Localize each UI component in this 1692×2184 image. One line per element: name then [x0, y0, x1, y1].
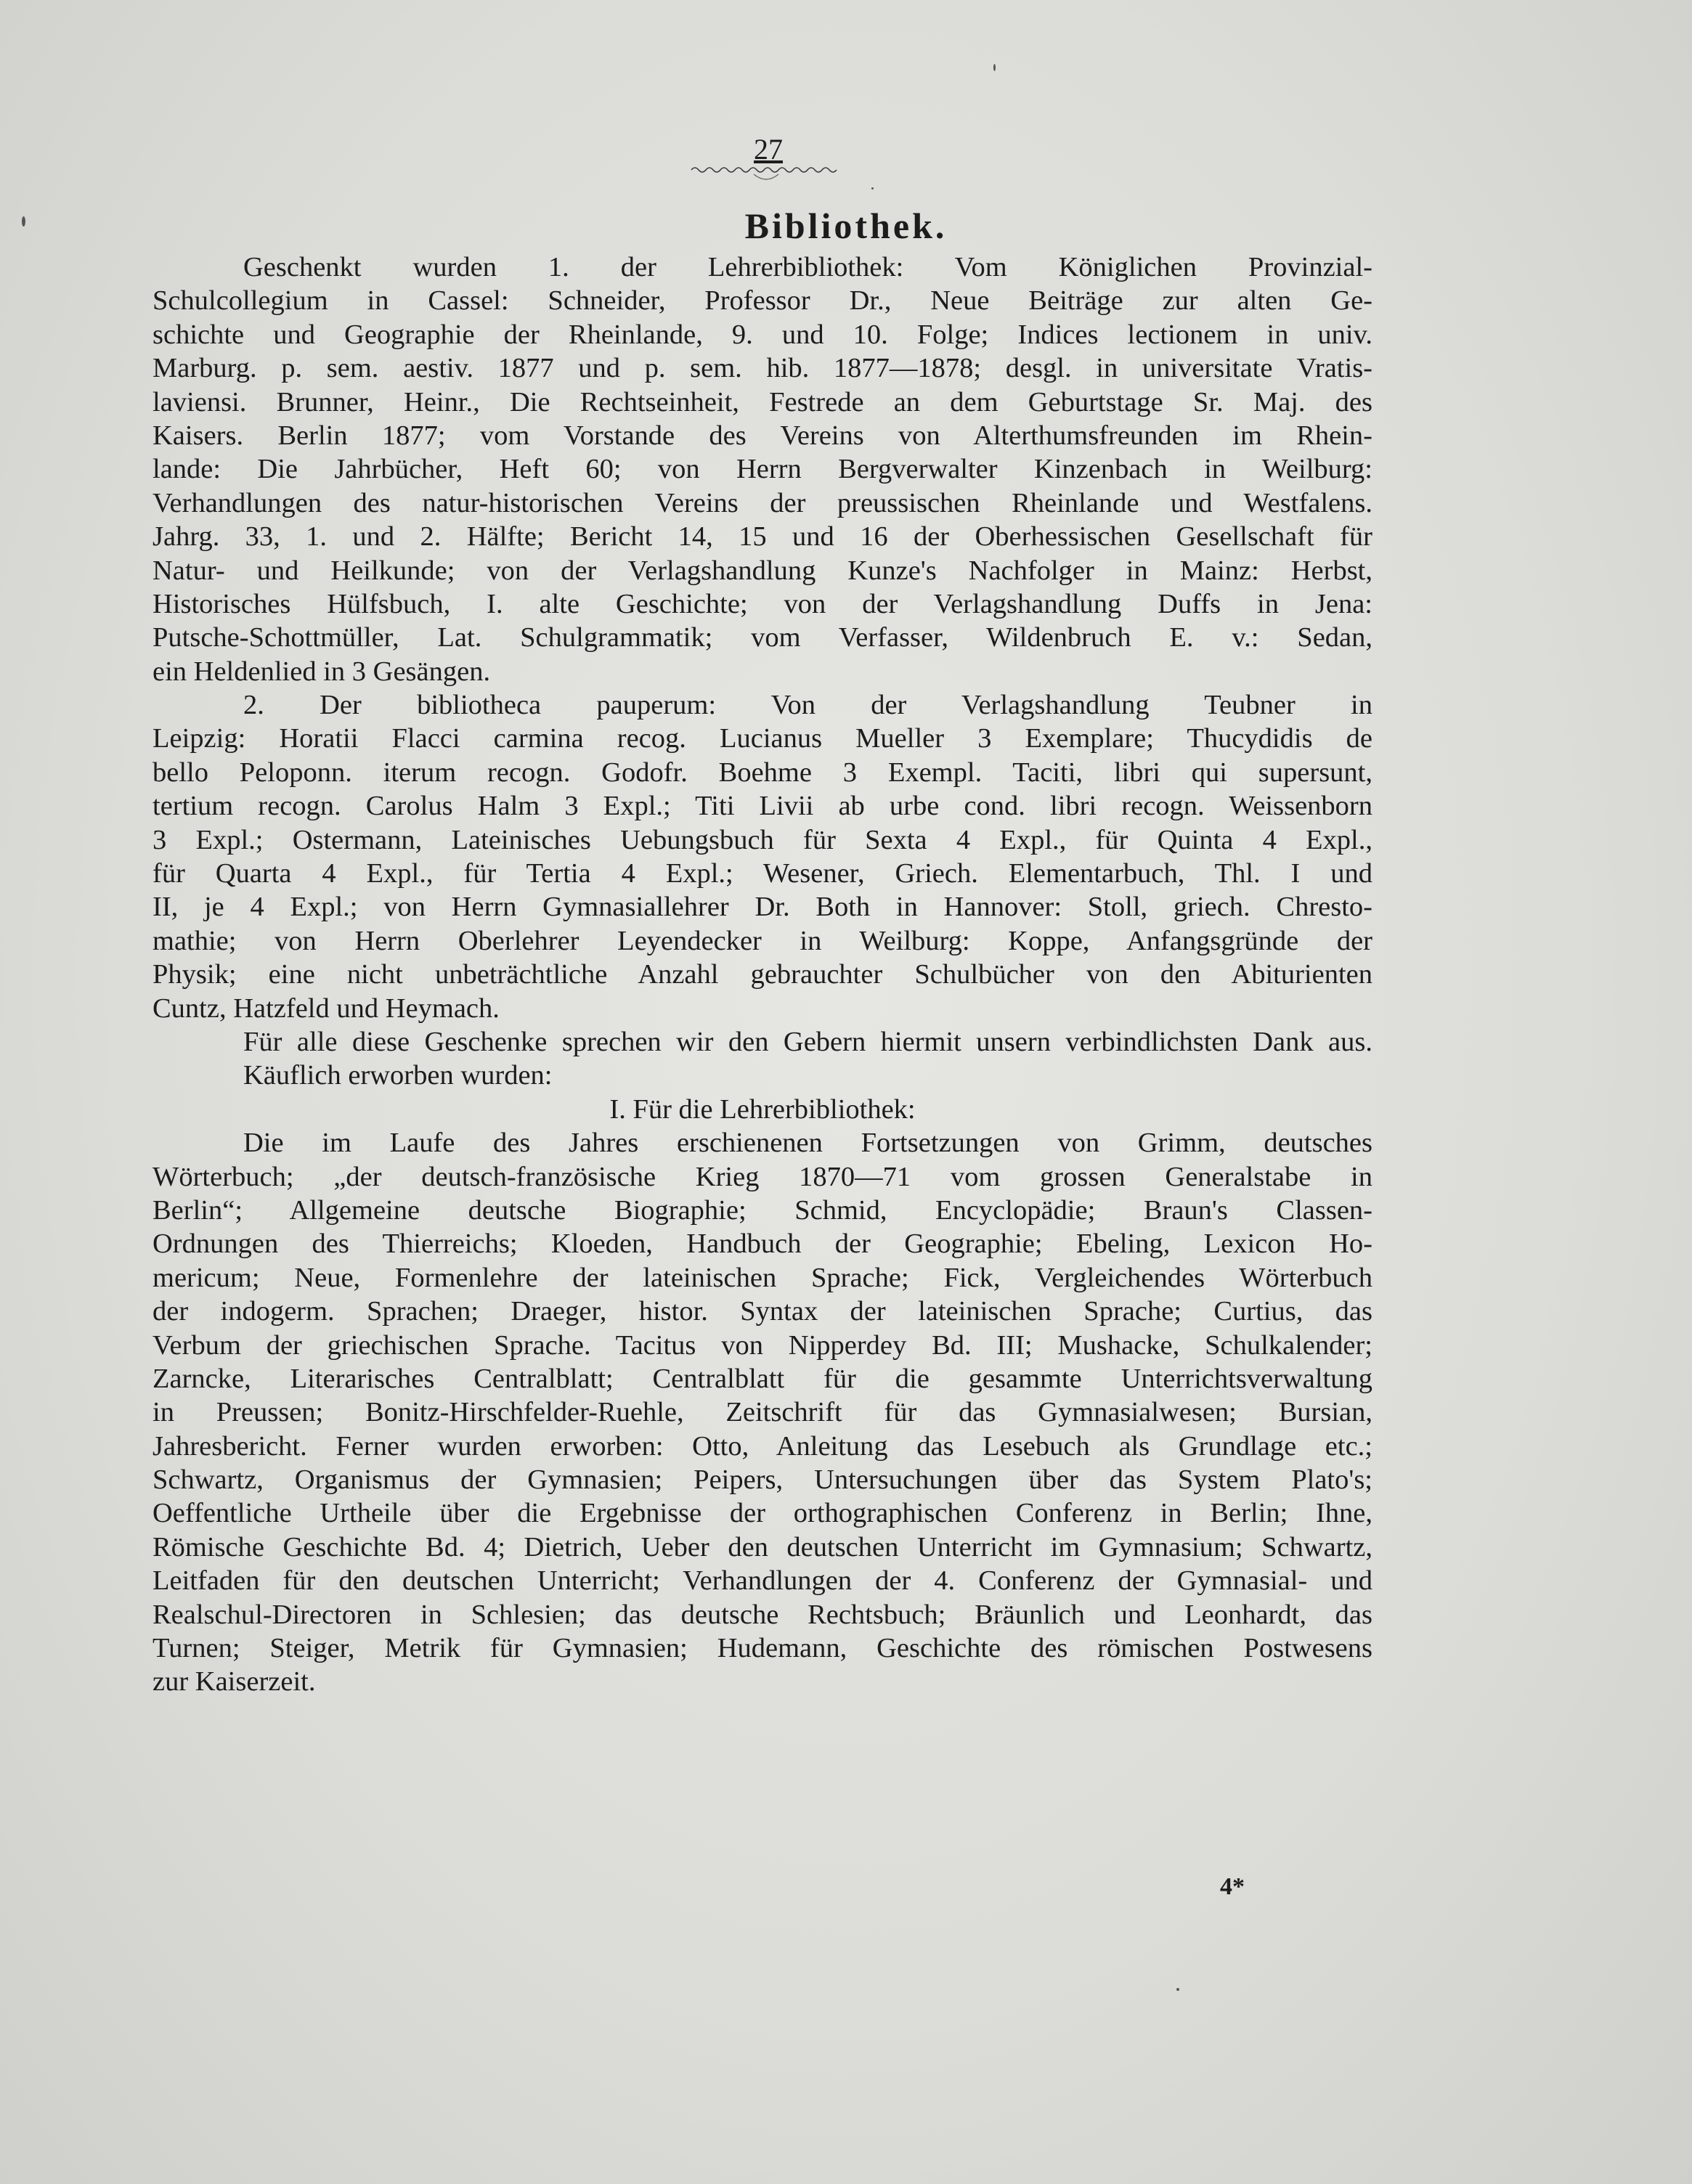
text-line: schichte und Geographie der Rheinlande, 9. und 10. Folge; Indices lectionem in univ. [152, 319, 1372, 350]
text-line: Cuntz, Hatzfeld und Heymach. [152, 993, 500, 1024]
text-line: Turnen; Steiger, Metrik für Gymnasien; Hudemann, Geschichte des römischen Postwesens [152, 1633, 1372, 1664]
text-line: in Preussen; Bonitz-Hirschfelder-Ruehle, Zeitschrift für das Gymnasialwesen; Bursian, [152, 1397, 1372, 1428]
text-line: Leitfaden für den deutschen Unterricht; Verhandlungen der 4. Conferenz der Gymnasial- und [152, 1565, 1372, 1597]
body-text [152, 250, 1372, 1699]
text-line: zur Kaiserzeit. [152, 1666, 316, 1698]
text-line: Wörterbuch; „der deutsch-französische Krieg 1870—71 vom grossen Generalstabe in [152, 1161, 1372, 1192]
text-line: Realschul-Directoren in Schlesien; das deutsche Rechtsbuch; Bräunlich und Leonhardt, das [152, 1599, 1372, 1630]
text-line: lande: Die Jahrbücher, Heft 60; von Herrn Bergverwalter Kinzenbach in Weilburg: [152, 454, 1372, 485]
text-line: Historisches Hülfsbuch, I. alte Geschichte; von der Verlagshandlung Duffs in Jena: [152, 588, 1372, 619]
section-title: Bibliothek. [744, 205, 948, 246]
text-line: Römische Geschichte Bd. 4; Dietrich, Ueber den deutschen Unterricht im Gymnasium; Schwartz, [152, 1531, 1372, 1562]
paper-speck [993, 64, 996, 71]
text-line: Käuflich erworben wurden: [243, 1060, 553, 1091]
text-line: Zarncke, Literarisches Centralblatt; Centralblatt für die gesammte Unterrichtsverwaltung [152, 1363, 1372, 1394]
text-line: Putsche-Schottmüller, Lat. Schulgrammatik; vom Verfasser, Wildenbruch E. v.: Sedan, [152, 622, 1372, 653]
text-line: 3 Expl.; Ostermann, Lateinisches Uebungsbuch für Sexta 4 Expl., für Quinta 4 Expl., [152, 824, 1372, 855]
text-line: Jahrg. 33, 1. und 2. Hälfte; Bericht 14, 15 und 16 der Oberhessischen Gesellschaft für [152, 521, 1372, 553]
text-line: Schulcollegium in Cassel: Schneider, Professor Dr., Neue Beiträge zur alten Ge- [152, 285, 1372, 317]
text-line: II, je 4 Expl.; von Herrn Gymnasiallehrer Dr. Both in Hannover: Stoll, griech. Chresto- [152, 892, 1372, 923]
page-number: 27 [754, 133, 783, 166]
text-line: Leipzig: Horatii Flacci carmina recog. Lucianus Mueller 3 Exemplare; Thucydidis de [152, 723, 1372, 754]
text-line: Verbum der griechischen Sprache. Tacitus von Nipperdey Bd. III; Mushacke, Schulkalender; [152, 1329, 1372, 1361]
paper-speck [22, 216, 25, 227]
text-line: Physik; eine nicht unbeträchtliche Anzahl gebrauchter Schulbücher von den Abiturienten [152, 959, 1372, 990]
text-line: bello Peloponn. iterum recogn. Godofr. Boehme 3 Exempl. Taciti, libri qui supersunt, [152, 757, 1372, 788]
text-line: der indogerm. Sprachen; Draeger, histor. Syntax der lateinischen Sprache; Curtius, das [152, 1296, 1372, 1327]
signature-mark: 4* [1220, 1873, 1245, 1900]
ornament-divider [690, 164, 842, 183]
text-line: Berlin“; Allgemeine deutsche Biographie; Schmid, Encyclopädie; Braun's Classen- [152, 1194, 1372, 1226]
text-line: Kaisers. Berlin 1877; vom Vorstande des Vereins von Alterthumsfreunden im Rhein- [152, 420, 1372, 451]
text-line: für Quarta 4 Expl., für Tertia 4 Expl.; Wesener, Griech. Elementarbuch, Thl. I und [152, 858, 1372, 889]
text-line: mathie; von Herrn Oberlehrer Leyendecker in Weilburg: Koppe, Anfangsgründe der [152, 925, 1372, 956]
text-line: laviensi. Brunner, Heinr., Die Rechtseinheit, Festrede an dem Geburtstage Sr. Maj. des [152, 386, 1372, 417]
text-line: ein Heldenlied in 3 Gesängen. [152, 656, 491, 687]
text-line: Natur- und Heilkunde; von der Verlagshandlung Kunze's Nachfolger in Mainz: Herbst, [152, 555, 1372, 586]
text-line: Jahresbericht. Ferner wurden erworben: Otto, Anleitung das Lesebuch als Grundlage etc.; [152, 1430, 1372, 1462]
text-line: Verhandlungen des natur-historischen Vereins der preussischen Rheinlande und Westfalens. [152, 487, 1372, 518]
text-line: tertium recogn. Carolus Halm 3 Expl.; Titi Livii ab urbe cond. libri recogn. Weissenborn [152, 791, 1372, 822]
text-line: Schwartz, Organismus der Gymnasien; Peipers, Untersuchungen über das System Plato's; [152, 1464, 1372, 1496]
text-line: Marburg. p. sem. aestiv. 1877 und p. sem. hib. 1877—1878; desgl. in universitate Vratis- [152, 353, 1372, 384]
text-line: Für alle diese Geschenke sprechen wir den Gebern hiermit unsern verbindlichsten Dank aus. [243, 1026, 1372, 1057]
subsection-heading: I. Für die Lehrerbibliothek: [609, 1093, 916, 1125]
text-line: Die im Laufe des Jahres erschienenen Fortsetzungen von Grimm, deutsches [243, 1128, 1372, 1159]
text-line: Ordnungen des Thierreichs; Kloeden, Handbuch der Geographie; Ebeling, Lexicon Ho- [152, 1228, 1372, 1260]
text-line: Oeffentliche Urtheile über die Ergebnisse der orthographischen Conferenz in Berlin; Ihne, [152, 1498, 1372, 1529]
paper-speck [1176, 1988, 1179, 1991]
paper-speck [871, 187, 874, 190]
text-line: 2. Der bibliotheca pauperum: Von der Verlagshandlung Teubner in [243, 690, 1372, 721]
text-line: mericum; Neue, Formenlehre der lateinischen Sprache; Fick, Vergleichendes Wörterbuch [152, 1262, 1372, 1293]
text-line: Geschenkt wurden 1. der Lehrerbibliothek: Vom Königlichen Provinzial- [243, 252, 1372, 282]
